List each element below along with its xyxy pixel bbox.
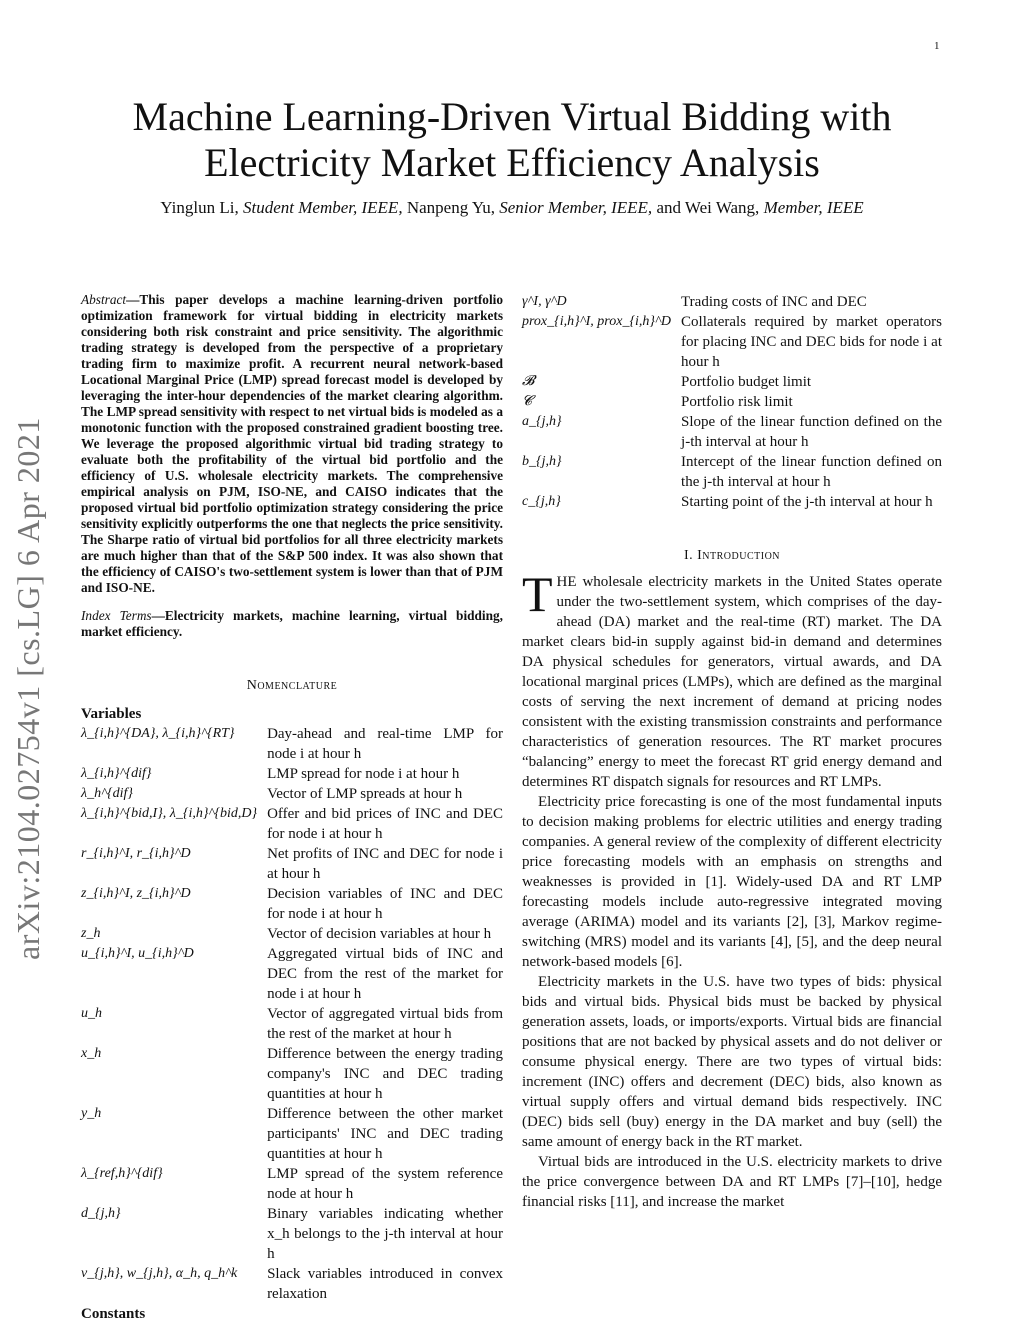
- intro-paragraph-4: Virtual bids are introduced in the U.S. electricity markets to drive the price convergence between DA and RT LMPs [7]–[10], hedge financial risks [11], and increase the market: [522, 1154, 942, 1210]
- variable-description: Difference between the other market participants' INC and DEC trading quantities at hour h: [267, 1106, 503, 1162]
- intro-paragraph-1-text: HE wholesale electricity markets in the United States operate under the two-settlement system, which comprises of the day-ahead (DA) market and the real-time (RT) market. The DA market clears bid-in supply against bid-in demand and determines DA physical schedules for generators, virtual awards, and DA locational marginal prices (LMPs), which are defined as the marginal costs of serving the next increment of demand at pricing nodes consistent with the existing transmission constraints and performance characteristics of generation resources. The RT market procures “balancing” energy to meet the forecast RT grid energy demand and determines RT dispatch signals for resources and RT LMPs.: [522, 574, 942, 790]
- variable-symbol: v_{j,h}, w_{j,h}, α_h, q_h^k: [81, 1266, 238, 1281]
- constant-symbol: c_{j,h}: [522, 494, 561, 509]
- paper-title: [60, 94, 964, 186]
- index-terms: [81, 608, 503, 640]
- variable-symbol: z_{i,h}^I, z_{i,h}^D: [81, 886, 191, 901]
- author-3: and Wei Wang,: [656, 198, 760, 217]
- constant-symbol: b_{j,h}: [522, 454, 562, 469]
- constant-symbol: 𝓒: [522, 394, 532, 409]
- variable-symbol: λ_{i,h}^{dif}: [81, 766, 152, 781]
- variable-symbol: λ_{ref,h}^{dif}: [81, 1166, 163, 1181]
- abstract-text: —This paper develops a machine learning-driven portfolio optimization framework for virtual bidding in electricity markets considering both risk constraint and price sensitivity. The algorithmic trading strategy is developed from the perspective of a proprietary trading firm to maximize profit. A recurrent neural network-based Locational Marginal Price (LMP) spread forecast model is developed by leveraging the inter-hour dependencies of the market clearing algorithm. The LMP spread sensitivity with respect to net virtual bids is modeled as a monotonic function with the proposed constrained gradient boosting tree. We leverage the proposed algorithmic virtual bid trading strategy to evaluate both the profitability of the virtual bid portfolio and the efficiency of U.S. wholesale electricity markets. The comprehensive empirical analysis on PJM, ISO-NE, and CAISO indicates that the proposed virtual bid portfolio optimization strategy considering the price sensitivity explicitly outperforms the one that neglects the price sensitivity. The Sharpe ratio of virtual bid portfolios for all three electricity markets are much higher than that of the S&P 500 index. It was also shown that the efficiency of CAISO's two-settlement system is lower than that of PJM and ISO-NE.: [81, 292, 503, 595]
- drop-cap: T: [522, 566, 553, 622]
- constant-description: Collaterals required by market operators for placing INC and DEC bids for node i at hour h: [681, 314, 942, 370]
- index-terms-label: Index Terms: [81, 608, 152, 623]
- variable-description: LMP spread of the system reference node at hour h: [267, 1166, 503, 1202]
- variable-symbol: z_h: [81, 926, 101, 941]
- variable-description: Difference between the energy trading company's INC and DEC trading quantities at hour h: [267, 1046, 503, 1102]
- author-2: Nanpeng Yu,: [406, 198, 495, 217]
- variable-description: Vector of aggregated virtual bids from the rest of the market at hour h: [267, 1006, 503, 1042]
- abstract-label: Abstract: [81, 292, 127, 307]
- variables-heading: Variables: [81, 706, 142, 722]
- author-3-role: Member, IEEE: [763, 198, 864, 217]
- constant-description: Starting point of the j-th interval at hour h: [681, 494, 933, 510]
- variable-symbol: u_h: [81, 1006, 102, 1021]
- constant-description: Portfolio budget limit: [681, 374, 812, 390]
- variable-description: Aggregated virtual bids of INC and DEC from the rest of the market for node i at hour h: [267, 946, 503, 1002]
- variable-description: Slack variables introduced in convex relaxation: [267, 1266, 503, 1302]
- introduction-heading: I. Introduction: [683, 548, 781, 563]
- variable-description: Vector of LMP spreads at hour h: [267, 786, 463, 802]
- constant-description: Trading costs of INC and DEC: [681, 294, 867, 310]
- variable-symbol: d_{j,h}: [81, 1206, 121, 1221]
- right-column: [522, 292, 942, 1212]
- variable-symbol: λ_{i,h}^{DA}, λ_{i,h}^{RT}: [81, 726, 235, 741]
- variable-description: Offer and bid prices of INC and DEC for node i at hour h: [267, 806, 503, 842]
- intro-paragraph-2: Electricity price forecasting is one of the most fundamental inputs to decision making problems for electric utilities and energy trading companies. A general review of the complexity of different electricity price forecasting models with an emphasis on strengths and weaknesses is provided in [1]. Widely-used DA and RT LMP forecasting models include auto-regressive integrated moving average (ARIMA) model and its variants [2], [3], Markov regime-switching (MRS) model and its variants [4], [5], and the deep neural network-based models [6].: [522, 794, 942, 970]
- constant-symbol: prox_{i,h}^I, prox_{i,h}^D: [522, 314, 672, 329]
- variable-symbol: y_h: [81, 1106, 102, 1121]
- variables-list: [81, 724, 503, 1304]
- title-line-2: Electricity Market Efficiency Analysis: [204, 140, 820, 185]
- constant-symbol: 𝓑: [522, 374, 535, 389]
- page-number: 1: [934, 40, 940, 52]
- arxiv-stamp: arXiv:2104.02754v1 [cs.LG] 6 Apr 2021: [10, 417, 46, 960]
- constants-list: [522, 292, 942, 512]
- variable-symbol: λ_{i,h}^{bid,I}, λ_{i,h}^{bid,D}: [81, 806, 258, 821]
- variable-symbol: r_{i,h}^I, r_{i,h}^D: [81, 846, 191, 861]
- variable-description: Decision variables of INC and DEC for node i at hour h: [267, 886, 503, 922]
- left-column: [81, 292, 503, 1324]
- variable-description: Day-ahead and real-time LMP for node i at hour h: [267, 726, 503, 762]
- variable-description: Net profits of INC and DEC for node i at hour h: [267, 846, 503, 882]
- constant-description: Intercept of the linear function defined on the j-th interval at hour h: [681, 454, 942, 490]
- variable-description: Binary variables indicating whether x_h belongs to the j-th interval at hour h: [267, 1206, 503, 1262]
- variable-symbol: u_{i,h}^I, u_{i,h}^D: [81, 946, 194, 961]
- constant-symbol: a_{j,h}: [522, 414, 562, 429]
- variable-symbol: λ_h^{dif}: [81, 786, 133, 801]
- constant-symbol: γ^I, γ^D: [522, 294, 567, 309]
- variable-description: LMP spread for node i at hour h: [267, 766, 460, 782]
- index-terms-text: —Electricity markets, machine learning, virtual bidding, market efficiency.: [81, 608, 503, 639]
- abstract: [81, 292, 503, 596]
- author-1: Yinglun Li,: [160, 198, 239, 217]
- variable-description: Vector of decision variables at hour h: [267, 926, 492, 942]
- variable-symbol: x_h: [81, 1046, 102, 1061]
- title-line-1: Machine Learning-Driven Virtual Bidding with: [132, 94, 892, 139]
- nomenclature-heading: Nomenclature: [246, 678, 338, 693]
- constants-heading: Constants: [81, 1306, 146, 1322]
- intro-paragraph-3: Electricity markets in the U.S. have two types of bids: physical bids and virtual bids. Physical bids must be backed by physical generation assets, loads, or imports/exports. Virtual bids are financial positions that are not backed by physical assets and do not deliver or consume physical energy. There are two types of virtual bids: increment (INC) offers and decrement (DEC) bids, also known as virtual supply offers and virtual demand bids respectively. INC (DEC) bids sell (buy) energy in the DA market and buy (sell) the same amount of energy back in the RT market.: [522, 974, 942, 1150]
- intro-paragraph-1: [522, 566, 942, 792]
- author-list: [60, 198, 964, 218]
- author-1-role: Student Member, IEEE,: [243, 198, 403, 217]
- constant-description: Slope of the linear function defined on the j-th interval at hour h: [681, 414, 942, 450]
- author-2-role: Senior Member, IEEE,: [499, 198, 653, 217]
- constant-description: Portfolio risk limit: [681, 394, 793, 410]
